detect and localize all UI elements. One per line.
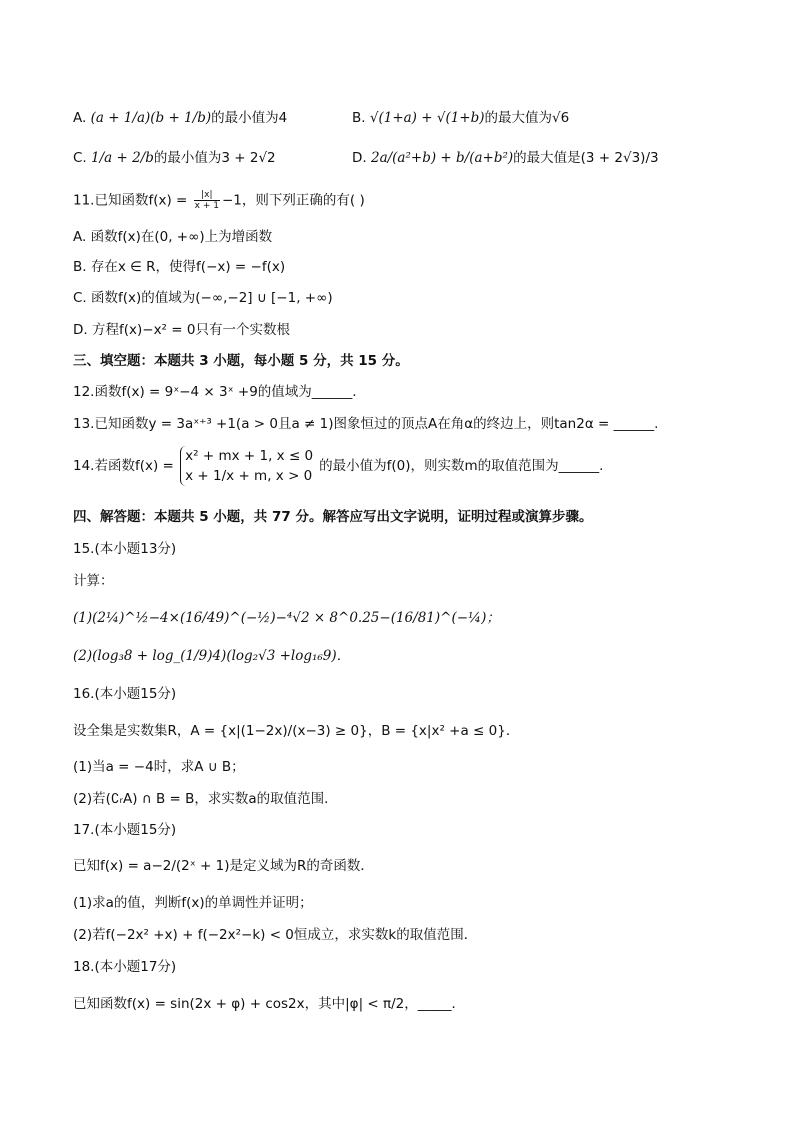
q18-stem: 已知函数f(x) = sin(2x + φ) + cos2x，其中|φ| < π/2，_____． — [73, 996, 466, 1012]
q10-option-d: D. 2a/(a²+b) + b/(a+b²)的最大值是(3 + 2√3)/3 — [352, 150, 659, 166]
q10-option-b: B. √(1+a) + √(1+b)的最大值为√6 — [352, 110, 570, 126]
q16-header: 16.(本小题15分) — [73, 686, 177, 702]
q16-part-2: (2)若(∁ᵣA) ∩ B = B，求实数a的取值范围． — [73, 791, 338, 807]
q17-header: 17.(本小题15分) — [73, 822, 177, 838]
section-3-heading: 三、填空题：本题共 3 小题，每小题 5 分，共 15 分。 — [73, 353, 409, 369]
q11-fraction: $\frac{|x|}{x + 1}$ — [194, 190, 219, 211]
q17-stem: 已知f(x) = a−2/(2ˣ + 1)是定义域为R的奇函数． — [73, 858, 374, 874]
q18-header: 18.(本小题17分) — [73, 959, 177, 975]
q11-option-a: A. 函数f(x)在(0, +∞)上为增函数 — [73, 229, 273, 245]
q16-stem: 设全集是实数集R，A = {x|(1−2x)/(x−3) ≥ 0}，B = {x|x² +a ≤ 0}． — [73, 723, 520, 739]
q15-part-2: (2)(log₃8 + log_(1/9)4)(log₂√3 +log₁₆9)． — [73, 648, 351, 664]
q15-calc-label: 计算： — [73, 573, 114, 589]
section-4-heading: 四、解答题：本题共 5 小题，共 77 分。解答应写出文字说明，证明过程或演算步骤。 — [73, 509, 593, 525]
q10-option-a: A. (a + 1/a)(b + 1/b)的最小值为4 — [73, 110, 288, 126]
q15-part-1: (1)(2¼)^½−4×(16/49)^(−½)−⁴√2 × 8^0.25−(16/81)^(−¼)； — [73, 610, 500, 626]
q10-option-c: C. 1/a + 2/b的最小值为3 + 2√2 — [73, 150, 276, 166]
q11-option-c: C. 函数f(x)的值域为(−∞,−2] ∪ [−1, +∞) — [73, 290, 333, 306]
q13: 13.已知函数y = 3aˣ⁺³ +1(a > 0且a ≠ 1)图象恒过的顶点A在角α的终边上，则tan2α = ______. — [73, 416, 659, 432]
q12: 12.函数f(x) = 9ˣ−4 × 3ˣ +9的值域为______. — [73, 384, 357, 400]
q14: 14.若函数f(x) = x² + mx + 1, x ≤ 0 x + 1/x + m, x > 0 的最小值为f(0)，则实数m的取值范围为______. — [73, 448, 604, 484]
q11-stem: 11.已知函数f(x) = $\frac{|x|}{x + 1}$ −1，则下列正确的有( ) — [73, 190, 365, 211]
q17-part-1: (1)求a的值，判断f(x)的单调性并证明； — [73, 895, 313, 911]
q17-part-2: (2)若f(−2x² +x) + f(−2x²−k) < 0恒成立，求实数k的取值范围． — [73, 927, 478, 943]
q11-option-b: B. 存在x ∈ R，使得f(−x) = −f(x) — [73, 259, 286, 275]
q16-part-1: (1)当a = −4时，求A ∪ B； — [73, 759, 245, 775]
q15-header: 15.(本小题13分) — [73, 541, 177, 557]
q11-option-d: D. 方程f(x)−x² = 0只有一个实数根 — [73, 322, 290, 338]
q14-piecewise: x² + mx + 1, x ≤ 0 x + 1/x + m, x > 0 — [180, 446, 313, 486]
